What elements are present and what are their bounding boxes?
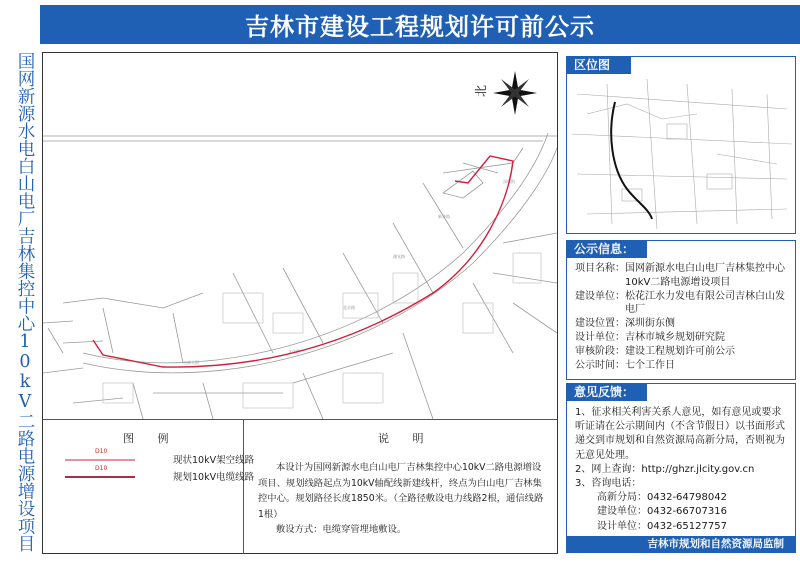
phone-number: 0432-65127757 — [647, 520, 727, 532]
legend-tag: D10 — [95, 465, 108, 472]
road-label: 新华路 — [438, 214, 450, 219]
page-header — [40, 5, 800, 44]
location-map — [567, 74, 795, 232]
phone-row — [575, 491, 789, 505]
north-label: 北 — [474, 84, 488, 97]
public-info-list — [567, 258, 795, 372]
project-side-title: 国网新源水电白山电厂吉林集控中心10kV二路电源增设项目 — [15, 52, 35, 552]
feedback-item-3: 3、咨询电话： — [575, 478, 642, 490]
notes-heading: 说 明 — [378, 432, 434, 445]
road-label: 吉林大街 — [183, 360, 199, 365]
page-title: 吉林市建设工程规划许可前公示 — [245, 13, 595, 41]
road-label: 湖光路 — [393, 254, 405, 259]
notes-paragraph: 本设计为国网新源水电白山电厂吉林集控中心10kV二路电源增设项目、规划线路起点为10kV轴配线新建线杆，终点为白山电厂吉林集控中心。规划路径长度1850米。（全路径敷设电力线路2根，通信线路1根） — [258, 462, 544, 520]
phone-label: 设计单位： — [597, 520, 647, 532]
info-value: 七个工作日 — [625, 359, 675, 371]
info-row — [575, 331, 791, 345]
info-key: 建设位置： — [575, 318, 625, 330]
phone-number: 0432-64798042 — [647, 492, 727, 504]
legend-divider — [243, 420, 244, 554]
phone-label: 建设单位： — [597, 506, 647, 518]
feedback-item-1: 1、征求相关利害关系人意见，如有意见或要求听证请在公示期间内（不含节假日）以书面形式递交到市规划和自然资源局高新分局，否则视为无意见处理。 — [575, 407, 785, 461]
legend-heading: 图 例 — [123, 432, 179, 445]
footer-bar — [566, 536, 796, 553]
info-value: 国网新源水电白山电厂吉林集控中心10kV二路电源增设项目 — [625, 263, 785, 288]
phone-row — [575, 505, 789, 519]
notes-body — [258, 460, 548, 538]
location-map-panel — [566, 56, 796, 234]
location-route — [611, 102, 652, 219]
info-key: 审核阶段： — [575, 345, 625, 357]
footer-text: 吉林市规划和自然资源局监制 — [647, 538, 784, 550]
phone-number: 0432-66707316 — [647, 506, 727, 518]
plan-map — [43, 53, 557, 419]
info-value: 松花江水力发电有限公司吉林白山发电厂 — [625, 290, 785, 316]
info-key: 设计单位： — [575, 331, 625, 343]
info-row — [575, 359, 791, 373]
road-label: 深圳街 — [503, 179, 515, 184]
location-map-heading: 区位图 — [567, 57, 631, 74]
feedback-panel — [566, 383, 796, 553]
info-value: 吉林市城乡规划研究院 — [625, 331, 725, 343]
feedback-item-2: 2、网上查询：http://ghzr.jlcity.gov.cn — [575, 463, 755, 475]
feedback-heading: 意见反馈： — [567, 384, 647, 401]
plan-map-panel — [42, 52, 558, 554]
info-value: 深圳街东侧 — [625, 318, 675, 330]
info-key: 公示时间： — [575, 359, 625, 371]
legend-label: 现状10kV架空线路 — [173, 455, 255, 466]
info-row — [575, 317, 791, 331]
info-row — [575, 290, 791, 318]
info-row — [575, 262, 791, 290]
public-info-heading: 公示信息： — [567, 241, 647, 258]
info-key: 项目名称： — [575, 263, 625, 274]
phone-label: 高新分局： — [597, 492, 647, 504]
info-row — [575, 345, 791, 359]
road-label: 北京路 — [343, 305, 355, 310]
public-info-panel — [566, 240, 796, 380]
feedback-body — [567, 401, 795, 534]
notes-paragraph: 敷设方式：电缆穿管埋地敷设。 — [276, 524, 407, 535]
legend-section — [43, 419, 557, 553]
north-arrow-icon — [493, 71, 537, 115]
legend-label: 规划10kV电缆线路 — [173, 472, 255, 483]
info-value: 建设工程规划许可前公示 — [625, 345, 735, 357]
legend-tag: D10 — [95, 448, 108, 455]
road-label: 文化路 — [288, 349, 300, 354]
phone-row — [575, 520, 789, 534]
info-key: 建设单位： — [575, 290, 625, 302]
